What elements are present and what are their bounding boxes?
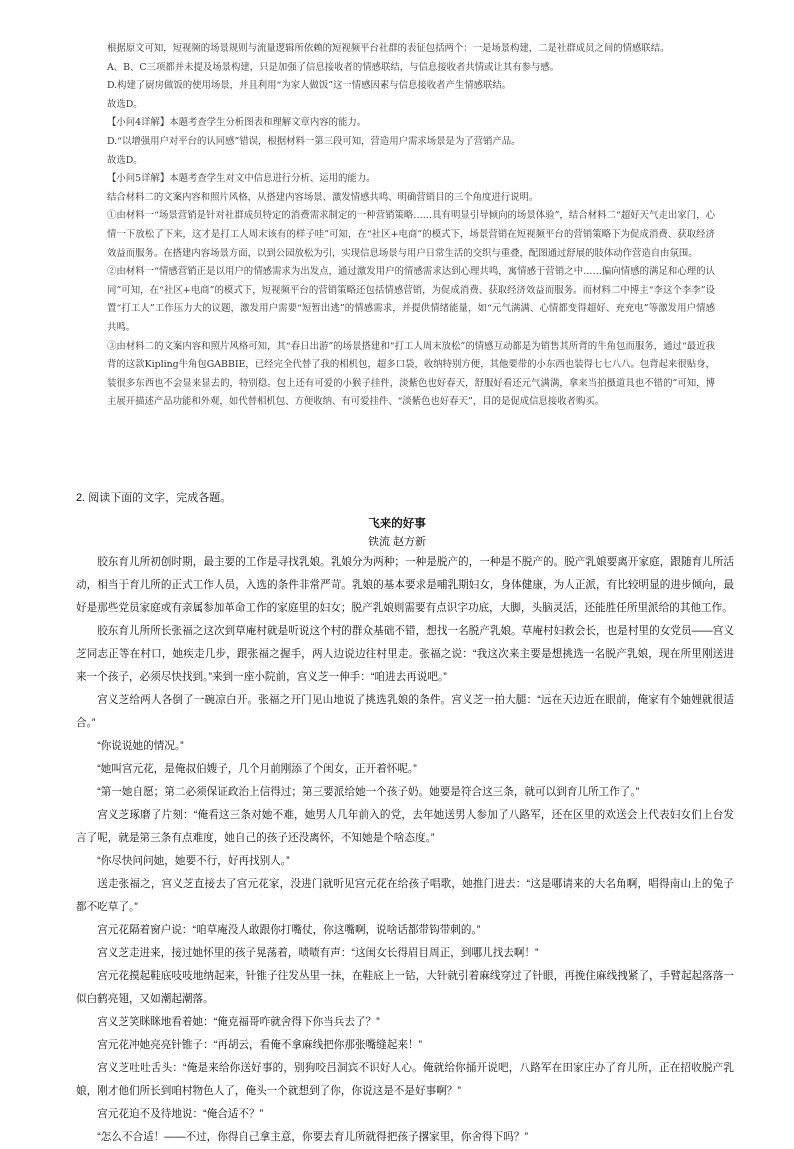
question-label: 2. 阅读下面的文字，完成各题。 xyxy=(76,492,232,504)
answer-line: A、B、C三项都并未提及场景构建，只是加强了信息接收者的情感联结，与信息接收者共情或让其有参与感。 xyxy=(107,61,560,73)
story-paragraph: 宫元花冲她亮亮针锥子：“再胡云，看俺不拿麻线把你那张嘴缝起来！” xyxy=(97,1039,423,1051)
story-paragraph: 送走张福之，宫义芝直接去了宫元花家，没进门就听见宫元花在给孩子唱歌，她推门进去：“这是哪请来的大名角啊，唱得南山上的兔子都不吃草了。” xyxy=(76,878,734,913)
story-paragraph: “你尽快问问她，她要不行，好再找别人。” xyxy=(97,855,290,867)
story-paragraph: 宫义芝琢磨了片刻：“俺看这三条对她不难，她男人几年前入的党，去年她送男人参加了八路军，还在区里的欢送会上代表妇女们上台发言了呢，就是第三条有点难度，她自己的孩子还没离怀，不知她是个啥态度。” xyxy=(76,809,734,844)
story-paragraph: 宫义芝给两人各倒了一碗凉白开。张福之开门见山地说了挑选乳娘的条件。宫义芝一拍大腿：“远在天边近在眼前，俺家有个妯娌就很适合。” xyxy=(76,694,734,729)
story-paragraph: “她叫宫元花，是俺叔伯嫂子，几个月前刚添了个闺女，正开着怀呢。” xyxy=(97,763,417,775)
answer-line: 【小问5详解】本题考查学生对文中信息进行分析、运用的能力。 xyxy=(107,173,376,185)
answer-line: ③由材料二的文案内容和照片风格可知，其“春日出游”的场景搭建和“打工人周末放松”的情感互动都是为销售其所背的牛角包而服务，通过“最近我背的这款Kipling牛角包GABBIE，已经完全代替了我的相机包，超多口袋，收纳特别方便，其他要带的小东西也装得七七八八。包背起来很贴身，装很多东西也不会显来显去的，特别稳。包上还有可爱的小猴子挂件，淡紫色也好春天，舒服好看还元气满满，拿来当拍摄道具也不错的”可知，博主展开描述产品功能和外观，如代替相机包、方便收纳、有可爱挂件、“淡紫色也好春天”，目的是促成信息接收者购买。 xyxy=(107,340,715,408)
answer-line: 结合材料二的文案内容和照片风格，从搭建内容场景、激发情感共鸣、明确营销目的三个角度进行说明。 xyxy=(107,191,539,203)
answer-explanation-section xyxy=(107,40,715,412)
story-paragraph: 宫元花摸起鞋底吱吱地纳起来，针锥子往发丛里一抹，在鞋底上一钻，大针就引着麻线穿过了针眼，再挽住麻线拽紧了，手臂起起落落一似白鹤亮翅，又如潮起潮落。 xyxy=(76,970,734,1005)
answer-line: ①由材料一“场景营销是针对社群成员特定的消费需求制定的一种营销策略……具有明显引导倾向的场景体验”，结合材料二“超好天气走出家门，心情一下放松了下来，这才是打工人周末该有的样子哇”可知，在“社区+电商”的模式下，场景营销在短视频平台的营销策略下为促成消费、获取经济效益而服务。在搭建内容场景方面，以到公园放松为引，实现信息场景与用户日常生活的交织与重叠，配图通过舒展的肢体动作营造自由氛围。 xyxy=(107,210,715,259)
story-paragraph: “第一她自愿；第二必须保证政治上信得过；第三要派给她一个孩子奶。她要是符合这三条，就可以到育儿所工作了。” xyxy=(97,786,640,798)
answer-line: 故选D。 xyxy=(107,154,143,166)
story-paragraph: 胶东育儿所所长张福之这次到草庵村就是听说这个村的群众基础不错，想找一名脱产乳娘。草庵村妇救会长，也是村里的女党员——宫义芝同志正等在村口，她疾走几步，跟张福之握手，两人边说边往村里走。张福之说：“我这次来主要是想挑选一名脱产乳娘，现在所里刚送进来一个孩子，必须尽快找到。”来到一座小院前，宫义芝一伸手：“咱进去再说吧。” xyxy=(76,625,734,683)
answer-line: 故选D。 xyxy=(107,98,143,110)
answer-line: D.构建了厨房做饭的使用场景，并且利用“为家人做饭”这一情感因素与信息接收者产生情感联结。 xyxy=(107,80,512,92)
answer-line: 【小问4详解】本题考查学生分析图表和理解文章内容的能力。 xyxy=(107,117,367,129)
answer-line: D.“以增强用户对平台的认同感”错误，根据材料一第三段可知，营造用户需求场景是为了营销产品。 xyxy=(107,135,521,147)
story-paragraph: 胶东育儿所初创时期，最主要的工作是寻找乳娘。乳娘分为两种；一种是脱产的，一种是不脱产的。脱产乳娘要离开家庭，跟随育儿所活动，相当于育儿所的正式工作人员，入选的条件非常严苛。乳娘的基本要求是哺乳期妇女，身体健康，为人正派，有比较明显的进步倾向，最好是那些党员家庭或有亲属参加革命工作的家庭里的妇女；脱产乳娘则需要有点识字功底，大脚，头脑灵活，还能胜任所里派给的其他工作。 xyxy=(76,556,734,614)
story-title: 飞来的好事 xyxy=(368,518,426,530)
story-paragraph: 宫元花迫不及待地说：“俺合适不？” xyxy=(97,1108,264,1120)
story-paragraph: 宫义芝走进来，接过她怀里的孩子晃荡着，啧啧有声：“这闺女长得眉目周正，到哪儿找去啊！” xyxy=(97,947,539,959)
story-paragraph: “你说说她的情况。” xyxy=(97,740,184,752)
story-paragraph: 宫义芝笑眯眯地看着她：“俺克福哥咋就舍得下你当兵去了？” xyxy=(97,1016,380,1028)
story-body xyxy=(76,551,734,1149)
answer-line: 根据原文可知，短视频的场景规则与流量逻辑所依赖的短视频平台社群的表征包括两个：一是场景构建，二是社群成员之间的情感联结。 xyxy=(107,43,670,54)
answer-line: ②由材料一“情感营销正是以用户的情感需求为出发点，通过激发用户的情感需求达到心理共鸣，寓情感于营销之中……偏向情感的满足和心理的认同”可知，在“社区+电商”的模式下，短视频平台的营销策略还包括情感营销，为促成消费、获取经济效益而服务。而材料二中博主“李这个李李”设置“打工人”工作压力大的议题，激发用户需要“短暂出逃”的情感需求，并提供情绪能量，如“元气满满、心情都变得超好、充充电”等激发用户情感共鸣。 xyxy=(107,266,715,333)
story-paragraph: 宫义芝吐吐舌头：“俺是来给你送好事的，别狗咬吕洞宾不识好人心。俺就给你捅开说吧，八路军在田家庄办了育儿所，正在招收脱产乳娘，刚才他们所长到咱村物色人了，俺头一个就想到了你，你说这是不是好事啊？” xyxy=(76,1062,734,1097)
story-author: 铁流 赵方新 xyxy=(367,536,427,548)
story-paragraph: “怎么不合适！——不过，你得自己拿主意，你要去育儿所就得把孩子撂家里，你舍得下吗？” xyxy=(97,1131,528,1143)
story-paragraph: 宫元花隔着窗户说：“咱草庵没人敢跟你打嘴仗，你这嘴啊，说啥话都带钩带刺的。” xyxy=(97,924,481,936)
